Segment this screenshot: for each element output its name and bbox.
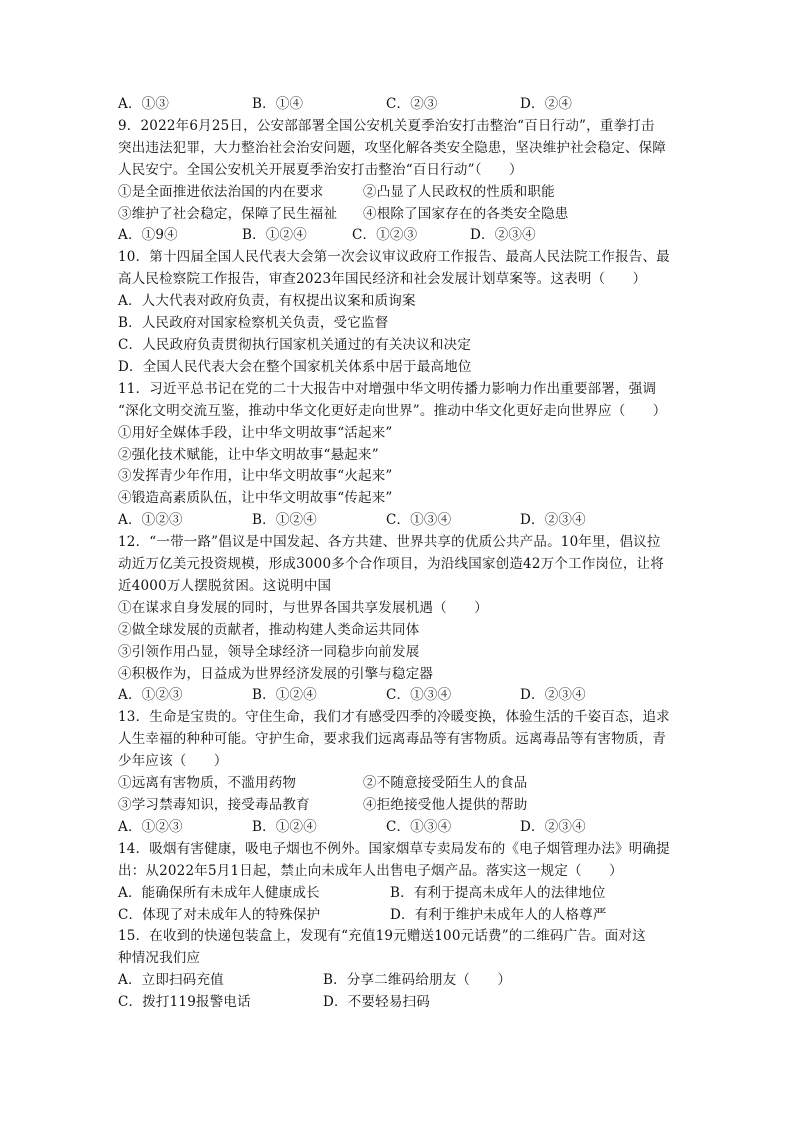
- statement-item: ②凸显了人民政权的性质和职能: [363, 183, 555, 200]
- q13-options: [118, 817, 688, 839]
- q8-options: [118, 94, 688, 116]
- statement-row: [118, 204, 688, 226]
- question-stem: 13．生命是宝贵的。守住生命，我们才有感受四季的冷暖变换，体验生活的千姿百态，追求: [118, 709, 670, 726]
- q15-options-row: [118, 970, 688, 992]
- option-c: C．①③④: [386, 512, 452, 529]
- statement-item: ③学习禁毒知识，接受毒品教育: [118, 797, 310, 813]
- option-d: D．不要轻易扫码: [323, 994, 430, 1011]
- option-a: A．能确保所有未成年人健康成长: [118, 884, 320, 901]
- question-stem: 种情况我们应: [118, 950, 201, 967]
- question-14: [118, 839, 688, 927]
- q11-options: [118, 510, 688, 532]
- option-a: A．①②③: [118, 512, 183, 529]
- q9-options: [118, 225, 688, 247]
- statement-row: [118, 182, 688, 204]
- option-a: A．①②③: [118, 818, 183, 835]
- option-b: B．分享二维码给朋友（ ）: [323, 972, 512, 989]
- option-b: B．①②④: [252, 512, 317, 529]
- statement-item: ①在谋求自身发展的同时，与世界各国共享发展机遇（ ）: [118, 599, 488, 616]
- option-b: B．有利于提高未成年人的法律地位: [390, 884, 606, 901]
- option-a: A．①②③: [118, 687, 183, 704]
- q12-options: [118, 685, 688, 707]
- statement-item: ①远离有害物质，不滥用药物: [118, 775, 297, 792]
- question-stem: 人民安宁。全国公安机关开展夏季治安打击整治“百日行动”（ ）: [118, 161, 523, 178]
- option-c: C．①②③: [352, 227, 418, 244]
- question-stem: 动近万亿美元投资规模，形成3000多个合作项目，为沿线国家创造42万个工作岗位，让将: [118, 556, 664, 573]
- question-11: [118, 379, 688, 532]
- option-d: D．②③④: [520, 512, 586, 529]
- question-9: [118, 116, 688, 247]
- q14-options-row: [118, 905, 688, 927]
- statement-item: ④拒绝接受他人提供的帮助: [363, 797, 528, 813]
- question-stem: 高人民检察院工作报告，审查2023年国民经济和社会发展计划草案等。这表明（ ）: [118, 271, 647, 288]
- option-a: A．①9④: [118, 227, 178, 244]
- option-d: D．②④: [520, 96, 573, 112]
- statement-item: ③发挥青少年作用，让中华文明故事“火起来”: [118, 468, 393, 485]
- q15-options-row: [118, 992, 688, 1014]
- option-c: C．①③④: [386, 687, 452, 704]
- statement-item: ③引领作用凸显，领导全球经济一同稳步向前发展: [118, 643, 420, 660]
- exam-content: [118, 94, 688, 1014]
- option-a: A．①③: [118, 96, 170, 112]
- option-c: C．①③④: [386, 818, 452, 835]
- statement-item: ③维护了社会稳定，保障了民生福祉: [118, 205, 338, 222]
- statement-item: ①用好全媒体手段，让中华文明故事“活起来”: [118, 424, 393, 441]
- option-b: B．人民政府对国家检察机关负责，受它监督: [118, 315, 389, 332]
- statement-item: ④锻造高素质队伍，让中华文明故事“传起来”: [118, 490, 393, 507]
- question-stem: 突出违法犯罪，大力整治社会治安问题，攻坚化解各类安全隐患，坚决维护社会稳定、保障: [118, 139, 666, 156]
- question-stem: 近4000万人摆脱贫困。这说明中国: [118, 577, 332, 594]
- question-stem: 9．2022年6月25日，公安部部署全国公安机关夏季治安打击整治“百日行动”，重拳打击: [118, 117, 655, 134]
- option-a: A．立即扫码充值: [118, 972, 224, 989]
- question-stem: 10．第十四届全国人民代表大会第一次会议审议政府工作报告、最高人民法院工作报告、最: [118, 249, 670, 266]
- option-a: A．人大代表对政府负责，有权提出议案和质询案: [118, 293, 416, 310]
- statement-item: ①是全面推进依法治国的内在要求: [118, 183, 324, 200]
- option-b: B．①②④: [252, 687, 317, 704]
- statement-item: ④根除了国家存在的各类安全隐患: [363, 205, 569, 222]
- option-b: B．①④: [252, 96, 304, 112]
- statement-item: ②强化技术赋能，让中华文明故事“悬起来”: [118, 446, 379, 463]
- question-stem: 人生幸福的种种可能。守护生命，要求我们远离毒品等有害物质。远离毒品等有害物质，青: [118, 731, 666, 748]
- question-13: [118, 707, 688, 838]
- option-c: C．体现了对未成年人的特殊保护: [118, 906, 321, 923]
- option-d: D．②③④: [470, 227, 536, 244]
- option-d: D．②③④: [520, 818, 586, 835]
- question-12: [118, 532, 688, 707]
- statement-item: ②不随意接受陌生人的食品: [363, 775, 528, 792]
- option-c: C．拨打119报警电话: [118, 994, 251, 1011]
- question-10: [118, 247, 688, 378]
- statement-row: [118, 795, 688, 817]
- option-c: C．人民政府负责贯彻执行国家机关通过的有关决议和决定: [118, 336, 472, 353]
- option-b: B．①②④: [242, 227, 307, 244]
- question-stem: 14．吸烟有害健康，吸电子烟也不例外。国家烟草专卖局发布的《电子烟管理办法》明确提: [118, 840, 670, 857]
- option-d: D．全国人民代表大会在整个国家机关体系中居于最高地位: [118, 358, 472, 375]
- statement-item: ④积极作为，日益成为世界经济发展的引擎与稳定器: [118, 665, 434, 682]
- question-stem: 少年应该（ ）: [118, 753, 228, 770]
- statement-item: ②做全球发展的贡献者，推动构建人类命运共同体: [118, 621, 420, 638]
- question-stem: 出：从2022年5月1日起，禁止向未成年人出售电子烟产品。落实这一规定（ ）: [118, 862, 623, 879]
- statement-row: [118, 773, 688, 795]
- option-d: D．②③④: [520, 687, 586, 704]
- question-15: [118, 926, 688, 1014]
- option-b: B．①②④: [252, 818, 317, 835]
- q14-options-row: [118, 883, 688, 905]
- option-d: D．有利于维护未成年人的人格尊严: [390, 906, 607, 923]
- question-stem: 11．习近平总书记在党的二十大报告中对增强中华文明传播力影响力作出重要部署，强调: [118, 380, 657, 397]
- question-stem: 15．在收到的快递包装盒上，发现有“充值19元赠送100元话费”的二维码广告。面对这: [118, 928, 646, 945]
- question-stem: 12．“一带一路”倡议是中国发起、各方共建、世界共享的优质公共产品。10年里，倡议拉: [118, 534, 661, 551]
- question-stem: “深化文明交流互鉴，推动中华文化更好走向世界”。推动中华文化更好走向世界应（ ）: [118, 402, 667, 419]
- option-c: C．②③: [386, 96, 438, 112]
